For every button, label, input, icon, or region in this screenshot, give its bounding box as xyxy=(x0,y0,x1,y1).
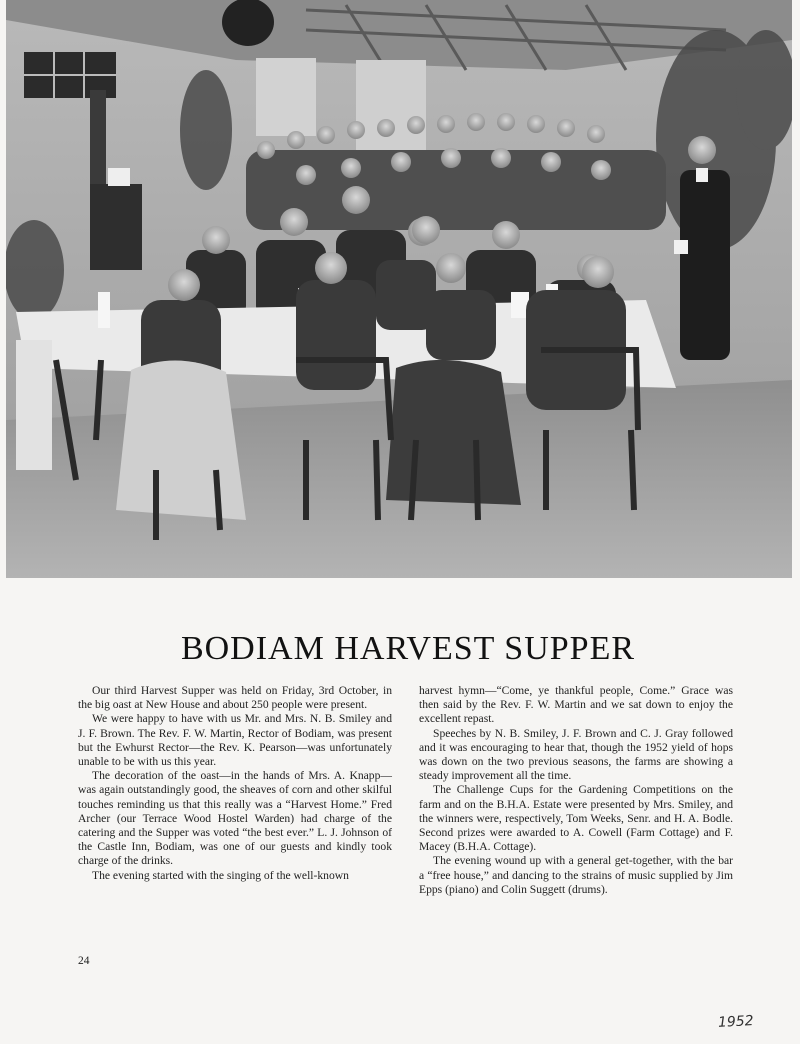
page-number: 24 xyxy=(78,955,90,967)
paragraph: The evening started with the singing of the well-known xyxy=(92,868,349,882)
paragraph: harvest hymn—“Come, ye thankful people, Come.” Grace was then said by the Rev. F. W. Martin and we sat down to enjoy the excellent repast. xyxy=(419,684,733,726)
article-column-right xyxy=(419,684,733,897)
article-title: BODIAM HARVEST SUPPER xyxy=(180,630,636,667)
harvest-supper-photo xyxy=(6,0,792,578)
paragraph: The decoration of the oast—in the hands of Mrs. A. Knapp—was again outstandingly good, the sheaves of corn and other skilful touches reminding us that this really was a “Harvest Home.” Fred Archer (our Terrace Wood Hostel Warden) had charge of the catering and the Supper was voted “the best ever.” L. J. Johnson of the Castle Inn, Bodiam, was one of our guests and kindly took charge of the drinks. xyxy=(78,769,392,868)
paragraph: We were happy to have with us Mr. and Mrs. N. B. Smiley and J. F. Brown. The Rev. F. W. Martin, Rector of Bodiam, was present but the Ewhurst Rector—the Rev. K. Pearson—was unfortunately unable to be with us this year. xyxy=(78,712,392,769)
paragraph: The evening wound up with a general get-together, with the bar a “free house,” and dancing to the strains of music supplied by Jim Epps (piano) and Colin Suggett (drums). xyxy=(419,854,733,896)
paragraph: Our third Harvest Supper was held on Friday, 3rd October, in the big oast at New House and about 250 people were present. xyxy=(78,684,392,712)
article-column-left xyxy=(78,684,392,883)
paragraph: The Challenge Cups for the Gardening Competitions on the farm and on the B.H.A. Estate were presented by Mrs. Smiley, and the winners were, respectively, Tom Weeks, Senr. and H. A. Bodle. Second prizes were awarded to A. Cowell (Farm Cottage) and F. Macey (B.H.A. Cottage). xyxy=(419,783,733,854)
handwritten-year-note: 1952 xyxy=(717,1013,755,1031)
paragraph: Speeches by N. B. Smiley, J. F. Brown and C. J. Gray followed and it was encouraging to hear that, though the 1952 yield of hops was down on the two previous seasons, the farms are showing a steady improvement all the time. xyxy=(419,726,733,783)
